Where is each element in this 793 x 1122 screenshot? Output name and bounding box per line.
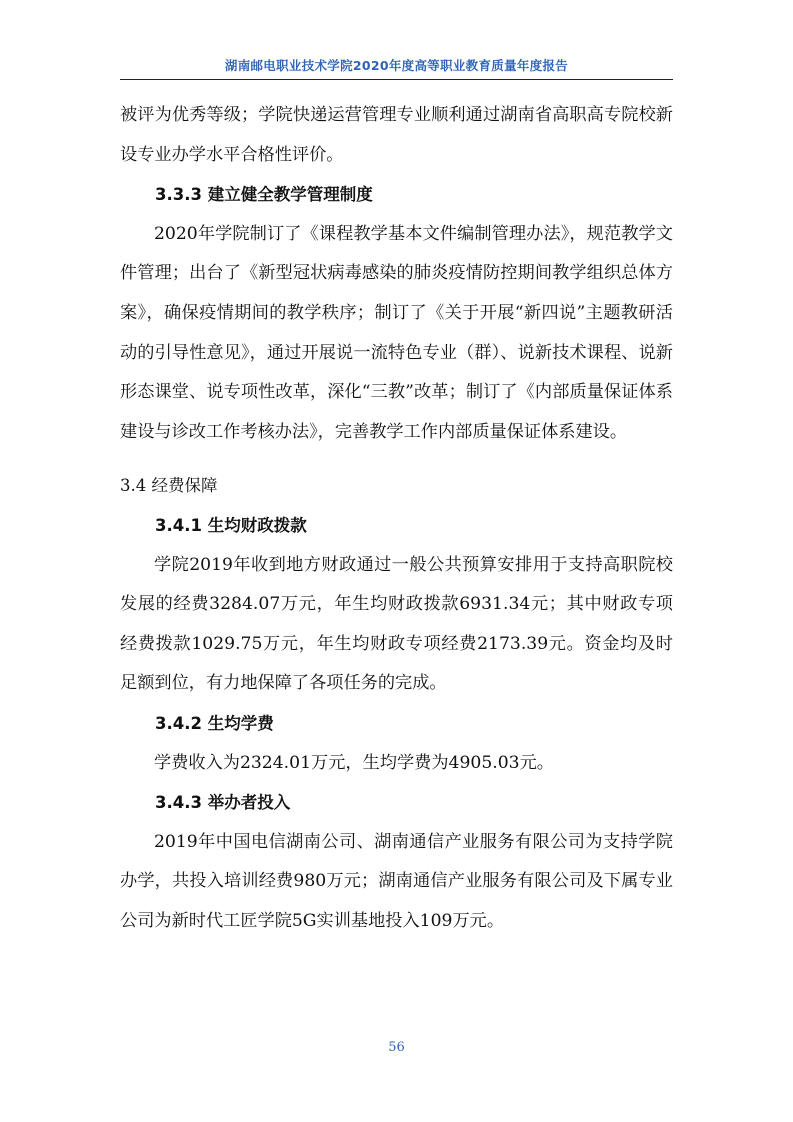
- section-heading-3-4-3: 3.4.3 举办者投入: [155, 793, 291, 813]
- paragraph-sponsor-investment: 2019年中国电信湖南公司、湖南通信产业服务有限公司为支持学院办学，共投入培训经费980万元；湖南通信产业服务有限公司及下属专业公司为新时代工匠学院5G实训基地投入109万元。: [120, 831, 673, 931]
- section-heading-3-4-2: 3.4.2 生均学费: [155, 713, 274, 733]
- section-number: 3.4: [120, 476, 147, 496]
- paragraph-teaching-management: 2020年学院制订了《课程教学基本文件编制管理办法》，规范教学文件管理；出台了《新型冠状病毒感染的肺炎疫情防控期间教学组织总体方案》，确保疫情期间的教学秩序；制订了《关于开展“新四说”主题教研活动的引导性意见》，通过开展说一流特色专业（群）、说新技术课程、说新形态课堂、说专项性改革，深化“三教”改革；制订了《内部质量保证体系建设与诊改工作考核办法》，完善教学工作内部质量保证体系建设。: [120, 223, 673, 442]
- section-title: 经费保障: [151, 476, 218, 496]
- section-heading-3-4: [120, 466, 673, 506]
- paragraph-financial-allocation: 学院2019年收到地方财政通过一般公共预算安排用于支持高职院校发展的经费3284.07万元，年生均财政拨款6931.34元；其中财政专项经费拨款1029.75万元，年生均财政专项经费2173.39元。资金均及时足额到位，有力地保障了各项任务的完成。: [120, 554, 673, 694]
- page-body: [120, 96, 673, 941]
- section-heading-3-3-3: 3.3.3 建立健全教学管理制度: [155, 185, 373, 205]
- section-heading-3-4-1: 3.4.1 生均财政拨款: [155, 515, 307, 535]
- page-number: 56: [388, 1040, 405, 1055]
- paragraph-continuation: 被评为优秀等级；学院快递运营管理专业顺利通过湖南省高职高专院校新设专业办学水平合格性评价。: [120, 105, 673, 165]
- header-divider: [120, 79, 673, 80]
- paragraph-tuition: 学费收入为2324.01万元，生均学费为4905.03元。: [154, 752, 554, 773]
- running-header: 湖南邮电职业技术学院2020年度高等职业教育质量年度报告: [224, 58, 569, 73]
